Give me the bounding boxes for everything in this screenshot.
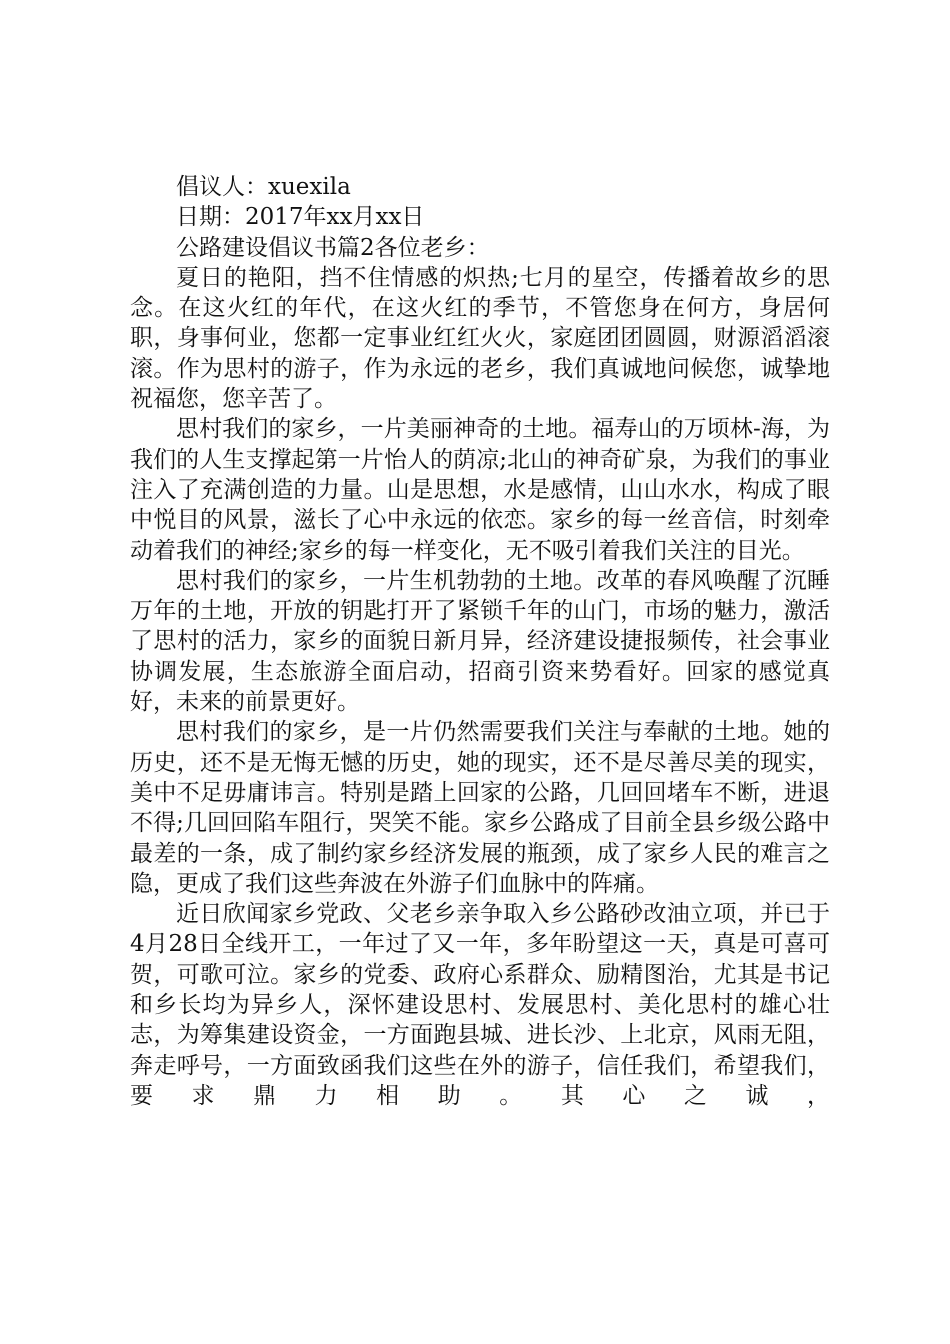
document-body [130,172,830,1111]
date-line: 日期：2017年xx月xx日 [176,204,425,231]
paragraph-summer-greeting: 夏日的艳阳，挡不住情感的炽热;七月的星空，传播着故乡的思念。在这火红的年代，在这火红的季节，不管您身在何方，身居何职，身事何业，您都一定事业红红火火，家庭团团圆圆，财源滔滔滚滚。作为思村的游子，作为永远的老乡，我们真诚地问候您，诚挚地祝福您，您辛苦了。 [130,264,830,413]
paragraph-road-project: 近日欣闻家乡党政、父老乡亲争取入乡公路砂改油立项，并已于4月28日全线开工，一年过了又一年，多年盼望这一天，真是可喜可贺，可歌可泣。家乡的党委、政府心系群众、励精图治，尤其是书记和乡长均为异乡人，深怀建设思村、发展思村、美化思村的雄心壮志，为筹集建设资金，一方面跑县城、进长沙、上北京，风雨无阻，奔走呼号，一方面致函我们这些在外的游子，信任我们，希望我们，要求鼎力相助。其心之诚， [130,901,830,1109]
paragraph-vibrant-hometown: 思村我们的家乡，一片生机勃勃的土地。改革的春风唤醒了沉睡万年的土地，开放的钥匙打开了紧锁千年的山门，市场的魅力，激活了思村的活力，家乡的面貌日新月异，经济建设捷报频传，社会事业协调发展，生态旅游全面启动，招商引资来势看好。回家的感觉真好，未来的前景更好。 [130,567,830,716]
initiator-line: 倡议人：xuexila [176,174,351,200]
paragraph-road-problem: 思村我们的家乡，是一片仍然需要我们关注与奉献的土地。她的历史，还不是无悔无憾的历史，她的现实，还不是尽善尽美的现实，美中不足毋庸讳言。特别是踏上回家的公路，几回回堵车不断，进退不得;几回回陷车阻行，哭笑不能。家乡公路成了目前全县乡级公路中最差的一条，成了制约家乡经济发展的瓶颈，成了家乡人民的难言之隐，更成了我们这些奔波在外游子们血脉中的阵痛。 [130,719,830,897]
section-heading-line: 公路建设倡议书篇2各位老乡： [176,234,490,261]
paragraph-beautiful-hometown: 思村我们的家乡，一片美丽神奇的土地。福寿山的万顷林-海，为我们的人生支撑起第一片怡人的荫凉;北山的神奇矿泉，为我们的事业注入了充满创造的力量。山是思想，水是感情，山山水水，构成了眼中悦目的风景，滋长了心中永远的依恋。家乡的每一丝音信，时刻牵动着我们的神经;家乡的每一样变化，无不吸引着我们关注的目光。 [130,416,830,564]
